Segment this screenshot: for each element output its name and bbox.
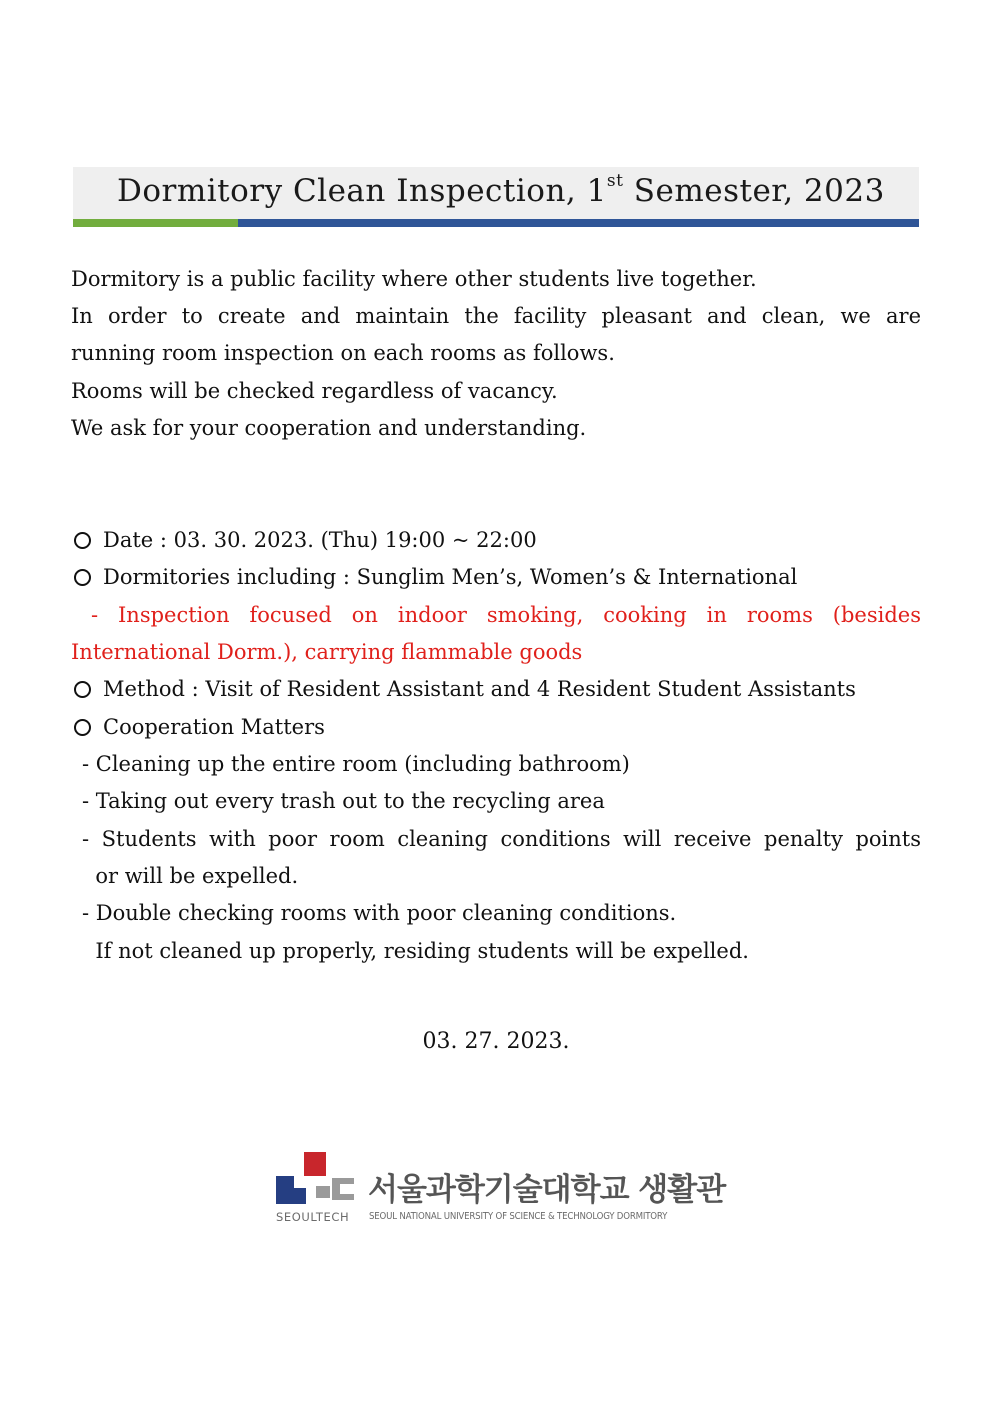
focus-line-2: International Dorm.), carrying flammable goods	[71, 640, 583, 664]
dormitories-item	[71, 563, 797, 591]
intro-line-5: We ask for your cooperation and understanding.	[71, 416, 587, 440]
dormitories-text: Dormitories including : Sunglim Men’s, Women’s & International	[103, 565, 798, 589]
cooperation-item-1: - Cleaning up the entire room (including bathroom)	[82, 752, 630, 776]
logo-english-name: SEOUL NATIONAL UNIVERSITY OF SCIENCE & TECHNOLOGY DORMITORY	[369, 1211, 668, 1222]
intro-line-2: In order to create and maintain the facility pleasant and clean, we are	[71, 304, 921, 328]
title-underline-blue	[238, 219, 919, 227]
circle-bullet-icon	[74, 532, 91, 549]
method-text: Method : Visit of Resident Assistant and 4 Resident Student Assistants	[103, 677, 856, 701]
cooperation-item-4-continued: If not cleaned up properly, residing students will be expelled.	[82, 939, 749, 963]
method-item	[71, 675, 856, 703]
date-text: Date : 03. 30. 2023. (Thu) 19:00 ~ 22:00	[103, 528, 537, 552]
intro-line-3: running room inspection on each rooms as follows.	[71, 341, 615, 365]
circle-bullet-icon	[74, 719, 91, 736]
title-suffix: Semester, 2023	[623, 173, 885, 209]
cooperation-item-2: - Taking out every trash out to the recycling area	[82, 789, 605, 813]
logo-korean-name: 서울과학기술대학교 생활관	[368, 1172, 726, 1208]
focus-line-1: - Inspection focused on indoor smoking, cooking in rooms (besides	[71, 603, 921, 627]
page-title	[117, 173, 885, 209]
title-main: Dormitory Clean Inspection, 1	[117, 173, 607, 209]
logo-brand: SEOULTECH	[276, 1210, 350, 1224]
cooperation-item-3: - Students with poor room cleaning conditions will receive penalty points	[82, 827, 921, 851]
cooperation-heading: Cooperation Matters	[103, 715, 325, 739]
circle-bullet-icon	[74, 681, 91, 698]
circle-bullet-icon	[74, 569, 91, 586]
intro-line-4: Rooms will be checked regardless of vacancy.	[71, 379, 558, 403]
cooperation-item	[71, 713, 325, 741]
seoultech-logo-mark-icon	[276, 1150, 356, 1205]
cooperation-item-4: - Double checking rooms with poor cleaning conditions.	[82, 901, 677, 925]
notice-date: 03. 27. 2023.	[422, 1029, 570, 1054]
date-item	[71, 526, 537, 554]
intro-line-1: Dormitory is a public facility where other students live together.	[71, 267, 757, 291]
title-underline-green	[73, 219, 238, 227]
cooperation-item-3-continued: or will be expelled.	[82, 864, 299, 888]
university-logo	[276, 1150, 726, 1226]
title-banner	[73, 167, 919, 219]
title-superscript: st	[606, 171, 624, 191]
